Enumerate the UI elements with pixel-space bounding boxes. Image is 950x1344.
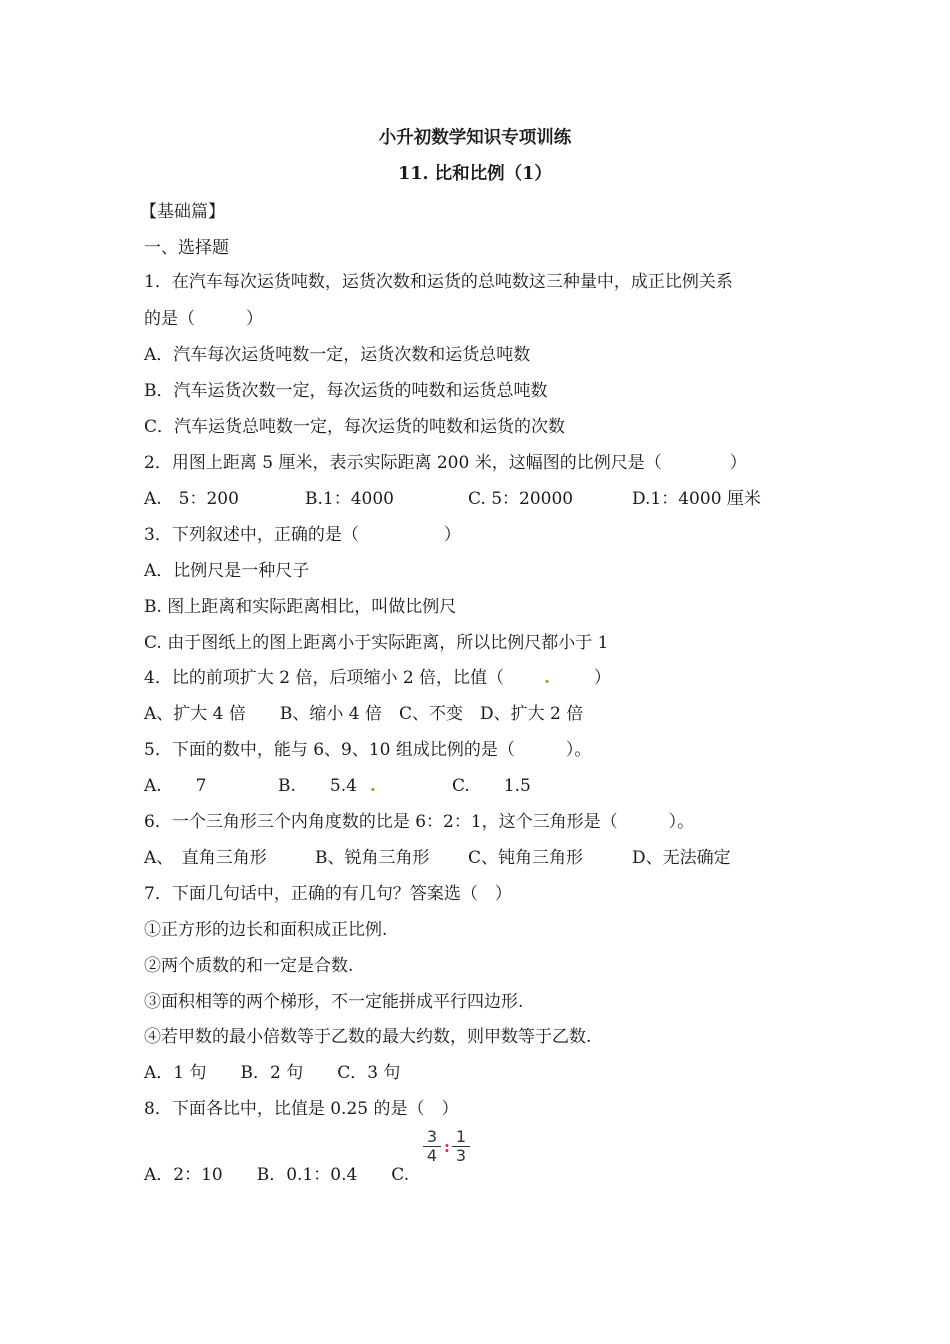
question-7-options: A．1 句 B．2 句 C．3 句 — [144, 1063, 401, 1083]
question-5-option-a: A. 7 — [144, 776, 207, 796]
question-4-options: A、扩大 4 倍 B、缩小 4 倍 C、不变 D、扩大 2 倍 — [144, 704, 584, 724]
question-6-stem: 6．一个三角形三个内角度数的比是 6：2：1，这个三角形是（ ）。 — [144, 812, 695, 832]
question-7-statement-1: ①正方形的边长和面积成正比例. — [144, 920, 388, 940]
question-4-dot: . — [544, 668, 550, 688]
question-2-option-c: C. 5：20000 — [468, 489, 574, 509]
question-2-option-b: B.1：4000 — [305, 489, 394, 509]
question-4-stem-text: 4．比的前项扩大 2 倍，后项缩小 2 倍，比值（ — [144, 668, 505, 688]
question-2-option-a: A. 5：200 — [144, 489, 239, 509]
question-6-option-a: A、 直角三角形 — [144, 848, 267, 868]
fraction-2-denominator: 3 — [455, 1146, 467, 1165]
question-5-dot: . — [370, 776, 376, 796]
question-5-option-b: B. 5.4 — [278, 776, 357, 796]
question-8-fraction-2 — [451, 1128, 471, 1165]
question-6-option-b: B、锐角三角形 — [315, 848, 430, 868]
question-1-stem: 1．在汽车每次运货吨数，运货次数和运货的总吨数这三种量中，成正比例关系 — [144, 272, 733, 292]
section-heading: 【基础篇】 — [140, 202, 225, 222]
question-3-option-c: C. 由于图纸上的图上距离小于实际距离，所以比例尺都小于 1 — [144, 633, 609, 653]
document-subtitle: 11. 比和比例（1） — [398, 164, 552, 184]
question-1-option-c: C．汽车运货总吨数一定，每次运货的吨数和运货的次数 — [144, 417, 566, 437]
question-8-fraction-1 — [422, 1128, 442, 1165]
question-8-stem: 8．下面各比中，比值是 0.25 的是（ ） — [144, 1099, 459, 1119]
question-3-option-a: A．比例尺是一种尺子 — [144, 561, 310, 581]
question-1-option-a: A．汽车每次运货吨数一定，运货次数和运货总吨数 — [144, 345, 531, 365]
fraction-1-numerator: 3 — [426, 1127, 438, 1146]
question-1-stem-cont: 的是（ ） — [144, 309, 263, 329]
question-5-option-c: C. 1.5 — [452, 776, 531, 796]
question-4-stem — [144, 666, 611, 690]
part-heading: 一、选择题 — [144, 238, 229, 258]
question-6-option-c: C、钝角三角形 — [468, 848, 584, 868]
question-4-stem-end: ） — [593, 668, 611, 688]
fraction-2-numerator: 1 — [455, 1127, 467, 1146]
question-5-stem: 5．下面的数中，能与 6、9、10 组成比例的是（ ）。 — [144, 740, 592, 760]
question-1-option-b: B．汽车运货次数一定，每次运货的吨数和运货总吨数 — [144, 381, 548, 401]
question-6-option-d: D、无法确定 — [632, 848, 731, 868]
question-2-stem: 2．用图上距离 5 厘米，表示实际距离 200 米，这幅图的比例尺是（ ） — [144, 453, 747, 473]
question-2-option-d: D.1：4000 厘米 — [632, 489, 761, 509]
question-7-statement-3: ③面积相等的两个梯形，不一定能拼成平行四边形. — [144, 992, 524, 1012]
question-8-options: A．2：10 B．0.1：0.4 C. — [144, 1165, 410, 1185]
fraction-1-denominator: 4 — [426, 1146, 438, 1165]
question-3-stem: 3．下列叙述中，正确的是（ ） — [144, 525, 461, 545]
question-8-colon: : — [444, 1137, 450, 1156]
question-7-statement-2: ②两个质数的和一定是合数. — [144, 956, 354, 976]
question-3-option-b: B. 图上距离和实际距离相比，叫做比例尺 — [144, 597, 457, 617]
question-7-stem: 7．下面几句话中，正确的有几句？答案选（ ） — [144, 884, 512, 904]
question-7-statement-4: ④若甲数的最小倍数等于乙数的最大约数，则甲数等于乙数. — [144, 1027, 592, 1047]
document-title: 小升初数学知识专项训练 — [378, 128, 572, 148]
